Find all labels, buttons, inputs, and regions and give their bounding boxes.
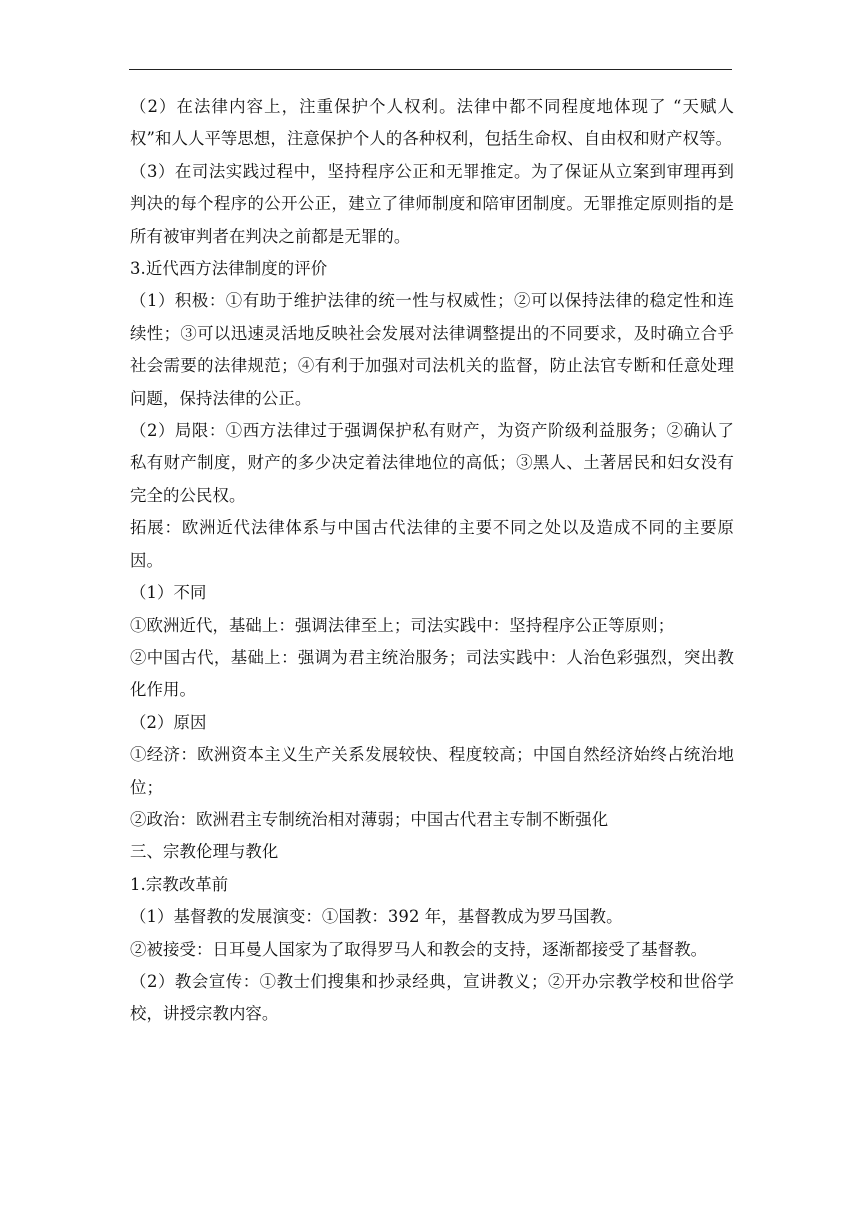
paragraph-china-ancient: ②中国古代，基础上：强调为君主统治服务；司法实践中：人治色彩强烈，突出教化作用。 <box>130 647 734 700</box>
paragraph-christianity-evolution: （1）基督教的发展演变：①国教：392 年，基督教成为罗马国教。 <box>130 907 623 927</box>
paragraph-europe-modern: ①欧洲近代，基础上：强调法律至上；司法实践中：坚持程序公正等原则； <box>130 615 675 635</box>
document-body <box>130 91 734 1031</box>
subheading-differences: （1）不同 <box>130 583 207 603</box>
paragraph-law-content: （2）在法律内容上，注重保护个人权利。法律中都不同程度地体现了 “天赋人权”和人人平等思想，注意保护个人的各种权利，包括生命权、自由权和财产权等。 <box>130 97 734 149</box>
header-divider <box>129 69 732 70</box>
paragraph-extension-question: 拓展：欧洲近代法律体系与中国古代法律的主要不同之处以及造成不同的主要原因。 <box>130 518 734 570</box>
paragraph-economic-reason: ①经济：欧洲资本主义生产关系发展较快、程度较高；中国自然经济始终占统治地位； <box>130 745 734 797</box>
section-heading-evaluation: 3.近代西方法律制度的评价 <box>130 259 328 279</box>
paragraph-acceptance: ②被接受：日耳曼人国家为了取得罗马人和教会的支持，逐渐都接受了基督教。 <box>130 939 708 959</box>
paragraph-judicial-practice: （3）在司法实践过程中，坚持程序公正和无罪推定。为了保证从立案到审理再到判决的每个程序的公开公正，建立了律师制度和陪审团制度。无罪推定原则指的是所有被审判者在判决之前都是无罪的。 <box>130 161 734 246</box>
paragraph-positive-aspects: （1）积极：①有助于维护法律的统一性与权威性；②可以保持法律的稳定性和连续性；③可以迅速灵活地反映社会发展对法律调整提出的不同要求，及时确立合乎社会需要的法律规范；④有利于加强对司法机关的监督，防止法官专断和任意处理问题，保持法律的公正。 <box>130 291 734 408</box>
subheading-before-reformation: 1.宗教改革前 <box>130 874 229 894</box>
paragraph-church-promotion: （2）教会宣传：①教士们搜集和抄录经典，宣讲教义；②开办宗教学校和世俗学校，讲授宗教内容。 <box>130 971 734 1024</box>
section-heading-religion: 三、宗教伦理与教化 <box>130 842 279 862</box>
paragraph-political-reason: ②政治：欧洲君主专制统治相对薄弱；中国古代君主专制不断强化 <box>130 809 609 829</box>
subheading-reasons: （2）原因 <box>130 712 207 732</box>
paragraph-limitations: （2）局限：①西方法律过于强调保护私有财产，为资产阶级利益服务；②确认了私有财产制度，财产的多少决定着法律地位的高低；③黑人、土著居民和妇女没有完全的公民权。 <box>130 421 734 505</box>
